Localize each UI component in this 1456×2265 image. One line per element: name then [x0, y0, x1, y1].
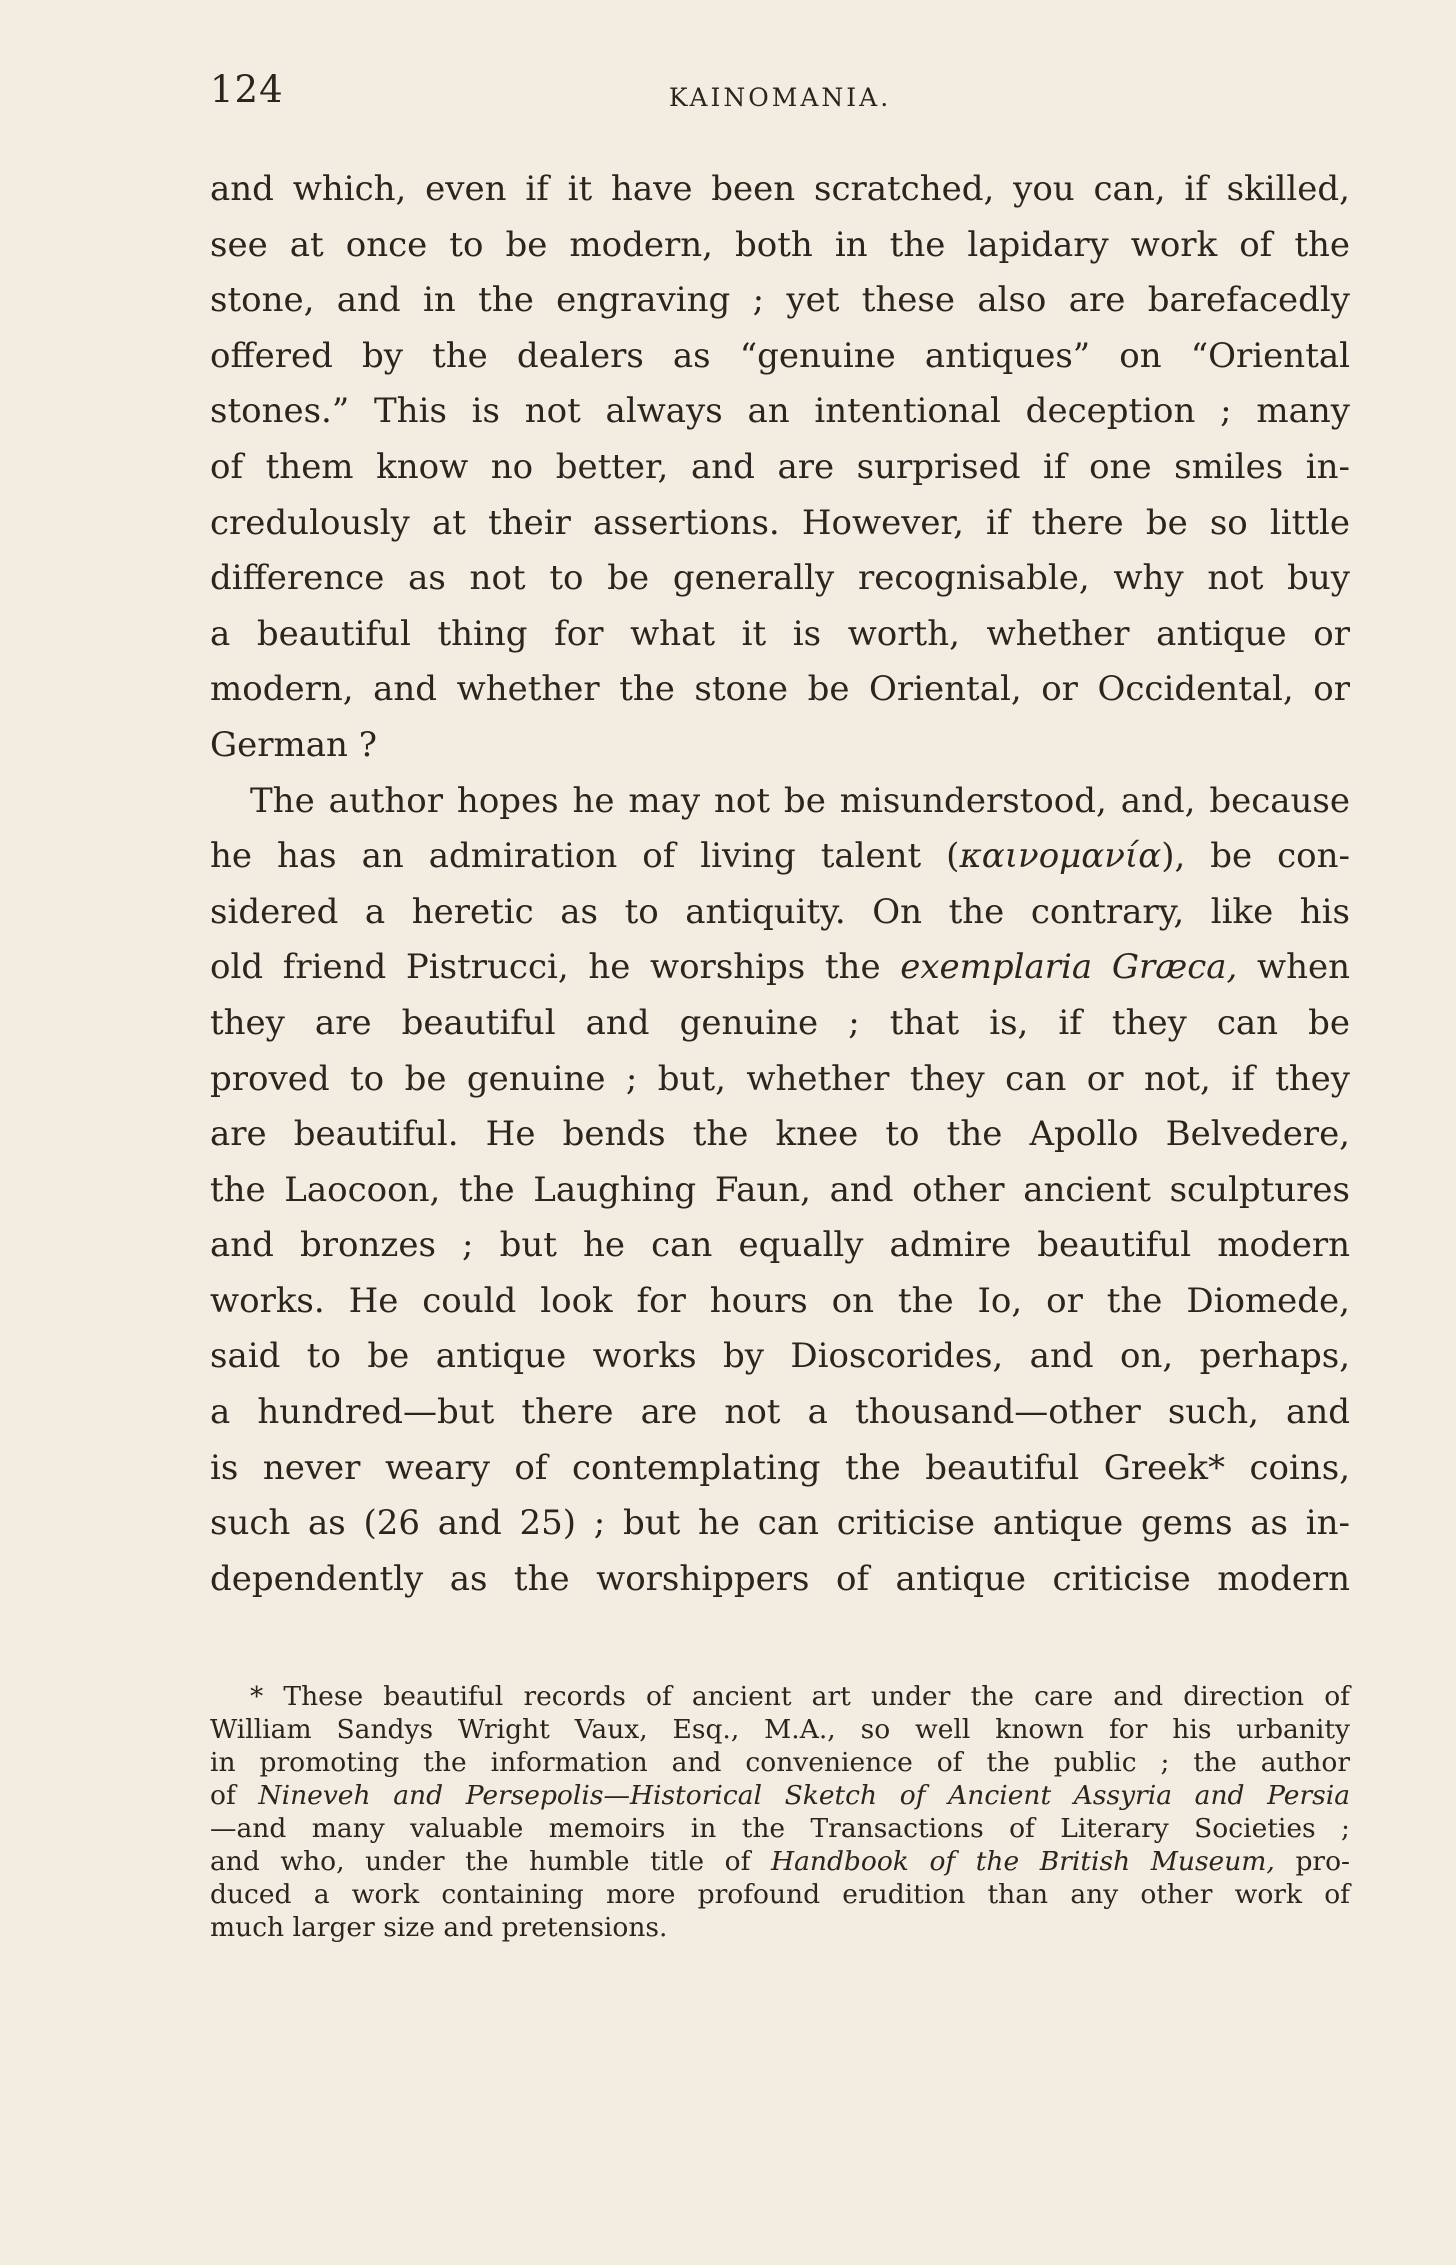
text-line: dependently as the worshippers of antique criticise modern	[210, 1558, 1350, 1599]
greek-word: καινομανία	[959, 836, 1162, 877]
text-line: stone, and in the engraving ; yet these also are barefacedly	[210, 280, 1350, 321]
text-line: is never weary of contemplating the beautiful Greek* coins,	[210, 1447, 1350, 1488]
latin-phrase: exemplaria Græca,	[900, 947, 1238, 988]
footnote-line: much larger size and pretensions.	[210, 1912, 668, 1943]
text-line: the Laocoon, the Laughing Faun, and other ancient sculptures	[210, 1169, 1350, 1210]
book-title: Handbook of the British Museum,	[770, 1846, 1275, 1877]
footnote-line: * These beautiful records of ancient art under the care and direction of	[250, 1681, 1350, 1712]
text-line: credulously at their assertions. However, if there be so little	[210, 502, 1350, 543]
text-segment: of	[210, 1780, 259, 1811]
footnote-line: —and many valuable memoirs in the Transactions of Literary Societies ;	[210, 1813, 1350, 1844]
paragraph-1	[210, 162, 1350, 774]
page-header	[210, 68, 1350, 118]
body-text	[210, 162, 1350, 1607]
text-line: works. He could look for hours on the Io, or the Diomede,	[210, 1280, 1350, 1321]
page-number: 124	[210, 68, 284, 111]
text-line: and bronzes ; but he can equally admire beautiful modern	[210, 1225, 1350, 1266]
book-title: Nineveh and Persepolis—Historical Sketch of Ancient Assyria and Persia	[258, 1780, 1351, 1811]
footnote-line-italic	[210, 1779, 1350, 1812]
text-line: difference as not to be generally recognisable, why not buy	[210, 558, 1350, 599]
text-line: modern, and whether the stone be Oriental, or Occidental, or	[210, 669, 1350, 710]
text-line: see at once to be modern, both in the lapidary work of the	[210, 224, 1350, 265]
text-line: said to be antique works by Dioscorides, and on, perhaps,	[210, 1336, 1350, 1377]
text-segment: he has an admiration of living talent (	[210, 836, 960, 877]
footnote-line: William Sandys Wright Vaux, Esq., M.A., so well known for his urbanity	[210, 1714, 1350, 1745]
text-line: stones.” This is not always an intentional deception ; many	[210, 391, 1350, 432]
paragraph-2	[210, 774, 1350, 1608]
text-line: such as (26 and 25) ; but he can criticise antique gems as in-	[210, 1503, 1350, 1544]
footnote	[210, 1680, 1350, 1944]
text-line: offered by the dealers as “genuine antiques” on “Oriental	[210, 335, 1350, 376]
text-line: they are beautiful and genuine ; that is, if they can be	[210, 1002, 1350, 1043]
footnote-line: in promoting the information and convenience of the public ; the author	[210, 1747, 1350, 1778]
text-line: are beautiful. He bends the knee to the Apollo Belvedere,	[210, 1114, 1350, 1155]
text-line: The author hopes he may not be misunderstood, and, because	[250, 780, 1350, 821]
text-segment: and who, under the humble title of	[210, 1846, 771, 1877]
text-line-italic	[210, 940, 1350, 996]
text-line: a beautiful thing for what it is worth, whether antique or	[210, 613, 1350, 654]
text-line: of them know no better, and are surprised if one smiles in-	[210, 446, 1350, 487]
text-segment: old friend Pistrucci, he worships the	[210, 947, 901, 988]
text-line: sidered a heretic as to antiquity. On the contrary, like his	[210, 891, 1350, 932]
text-segment: ), be con-	[1161, 836, 1350, 877]
text-line: and which, even if it have been scratched, you can, if skilled,	[210, 169, 1350, 209]
text-line: proved to be genuine ; but, whether they can or not, if they	[210, 1058, 1350, 1099]
running-head: KAINOMANIA.	[668, 83, 892, 112]
text-line: a hundred—but there are not a thousand—other such, and	[210, 1392, 1350, 1433]
text-segment: when	[1237, 947, 1351, 988]
footnote-line-italic	[210, 1845, 1350, 1878]
footnote-line: duced a work containing more profound erudition than any other work of	[210, 1879, 1350, 1910]
text-line-greek	[210, 829, 1350, 885]
text-line: German ?	[210, 724, 377, 765]
text-segment: pro-	[1274, 1846, 1350, 1877]
